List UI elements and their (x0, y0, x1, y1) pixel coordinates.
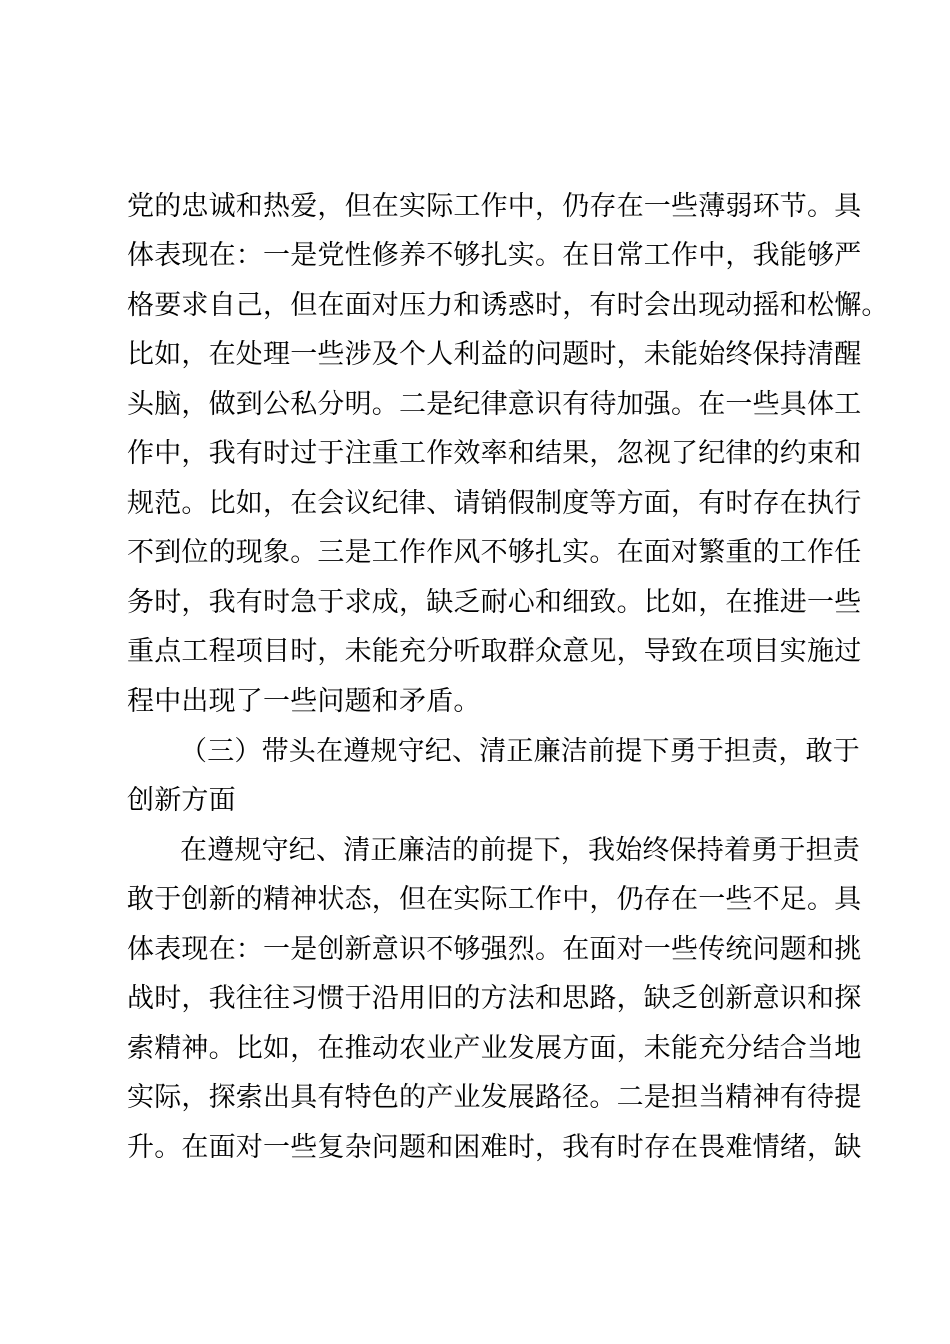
body-text-line: 索精神。比如，在推动农业产业发展方面，未能充分结合当地 (127, 1033, 862, 1064)
body-text-line: 规范。比如，在会议纪律、请销假制度等方面，有时存在执行 (127, 488, 862, 519)
body-text-line: 党的忠诚和热爱，但在实际工作中，仍存在一些薄弱环节。具 (127, 191, 862, 222)
body-text-line: 升。在面对一些复杂问题和困难时，我有时存在畏难情绪，缺 (127, 1132, 862, 1163)
body-text-line: 比如，在处理一些涉及个人利益的问题时，未能始终保持清醒 (127, 339, 862, 370)
body-text-line: 程中出现了一些问题和矛盾。 (127, 686, 481, 717)
body-text-line: 不到位的现象。三是工作作风不够扎实。在面对繁重的工作任 (127, 537, 862, 568)
body-text-line: 战时，我往往习惯于沿用旧的方法和思路，缺乏创新意识和探 (127, 983, 862, 1014)
body-text-line: 体表现在：一是创新意识不够强烈。在面对一些传统问题和挑 (127, 934, 862, 965)
section-heading-line: 创新方面 (127, 785, 236, 816)
body-text-line: 体表现在：一是党性修养不够扎实。在日常工作中，我能够严 (127, 240, 862, 271)
body-text-line: 作中，我有时过于注重工作效率和结果，忽视了纪律的约束和 (127, 438, 862, 469)
body-text-line: 重点工程项目时，未能充分听取群众意见，导致在项目实施过 (127, 636, 862, 667)
body-text-line: 实际，探索出具有特色的产业发展路径。二是担当精神有待提 (127, 1082, 862, 1113)
body-text-line: 敢于创新的精神状态，但在实际工作中，仍存在一些不足。具 (127, 884, 862, 915)
body-text-line: 在遵规守纪、清正廉洁的前提下，我始终保持着勇于担责 (180, 835, 860, 866)
body-text-line: 务时，我有时急于求成，缺乏耐心和细致。比如，在推进一些 (127, 587, 862, 618)
body-text-line: 头脑，做到公私分明。二是纪律意识有待加强。在一些具体工 (127, 389, 862, 420)
section-heading-line: （三）带头在遵规守纪、清正廉洁前提下勇于担责，敢于 (180, 736, 860, 767)
body-text-line: 格要求自己，但在面对压力和诱惑时，有时会出现动摇和松懈。 (127, 290, 889, 321)
